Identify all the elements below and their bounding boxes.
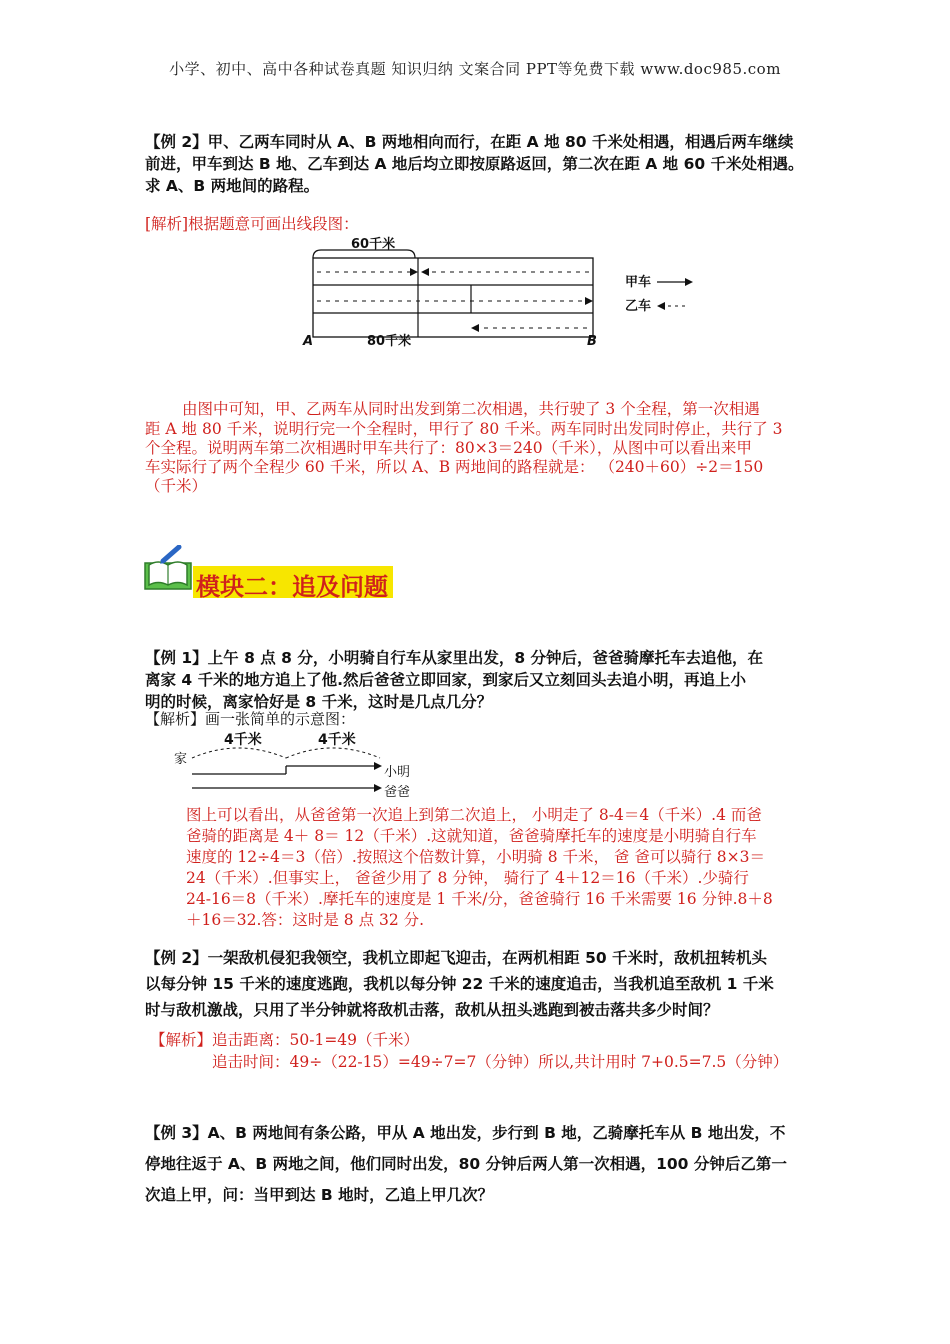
home-label: 家 xyxy=(174,752,188,767)
ex2-explain-line-3: 个全程。说明两车第二次相遇时甲车共行了：80×3＝240（千米），从图中可以看出来甲 xyxy=(145,439,752,457)
chase-ex1-answer-line-4: 24（千米）.但事实上， 爸爸少用了 8 分钟， 骑行了 4＋12＝16（千米）.少骑行 xyxy=(186,869,749,887)
seg2-label: 4千米 xyxy=(318,732,356,748)
ex2-explain-line-2: 距 A 地 80 千米，说明行完一个全程时，甲行了 80 千米。两车同时出发同时停止，共行了 3 xyxy=(145,420,783,438)
ex2-question-line-3: 求 A、B 两地间的路程。 xyxy=(145,177,320,195)
module-title: 模块二：追及问题 xyxy=(196,573,388,601)
ex2-question-line-2: 前进，甲车到达 B 地、乙车到达 A 地后均立即按原路返回，第二次在距 A 地 60 千米处相遇。 xyxy=(145,155,804,173)
legend-yi-label: 乙车 xyxy=(625,299,652,314)
chase-ex2-answer-line-2: 追击时间：49÷（22-15）=49÷7=7（分钟）所以,共计用时 7+0.5=7.5（分钟） xyxy=(212,1053,789,1071)
chase-ex1-answer-line-1: 图上可以看出，从爸爸第一次追上到第二次追上， 小明走了 8-4＝4（千米）.4 而爸 xyxy=(186,806,762,824)
chase-ex3-question-line-2: 停地往返于 A、B 两地之间，他们同时出发，80 分钟后两人第一次相遇，100 分钟后乙第一 xyxy=(145,1155,787,1173)
chase-ex3-question-line-3: 次追上甲，问：当甲到达 B 地时，乙追上甲几次？ xyxy=(145,1186,494,1204)
chase-ex1-question-line-1: 【例 1】上午 8 点 8 分，小明骑自行车从家里出发，8 分钟后，爸爸骑摩托车去追他，在 xyxy=(145,649,764,667)
ex2-explain-line-4: 车实际行了两个全程少 60 千米，所以 A、B 两地间的路程就是： （240＋60）÷2＝150 xyxy=(145,458,764,476)
chase-ex2-analysis-tag: 【解析】 xyxy=(150,1031,213,1049)
label-60km: 60千米 xyxy=(351,237,396,252)
chase-ex2-question-line-1: 【例 2】一架敌机侵犯我领空，我机立即起飞迎击，在两机相距 50 千米时，敌机扭转机头 xyxy=(145,949,768,967)
meeting-line-diagram xyxy=(295,228,715,353)
ex2-explain-line-1: 由图中可知，甲、乙两车从同时出发到第二次相遇，共行驶了 3 个全程，第一次相遇 xyxy=(182,400,760,418)
seg1-label: 4千米 xyxy=(224,732,262,748)
point-a-label: A xyxy=(303,334,314,349)
baba-label: 爸爸 xyxy=(384,785,411,800)
chase-ex2-question-line-3: 时与敌机激战，只用了半分钟就将敌机击落，敌机从扭头逃跑到被击落共多少时间？ xyxy=(145,1001,719,1019)
page-header: 小学、初中、高中各种试卷真题 知识归纳 文案合同 PPT等免费下载 www.doc985.com xyxy=(169,60,781,78)
xiaoming-label: 小明 xyxy=(384,765,411,780)
ex2-analysis-heading: [解析]根据题意可画出线段图： xyxy=(145,215,359,233)
chase-ex2-answer-line-1: 追击距离：50-1=49（千米） xyxy=(212,1031,420,1049)
label-80km: 80千米 xyxy=(367,334,412,349)
chase-ex3-question-line-1: 【例 3】A、B 两地间有条公路，甲从 A 地出发，步行到 B 地，乙骑摩托车从 B 地出发，不 xyxy=(145,1124,786,1142)
chase-ex1-answer-line-6: ＋16＝32.答：这时是 8 点 32 分. xyxy=(186,911,425,929)
ex2-explain-line-5: （千米） xyxy=(145,477,208,495)
book-pencil-icon xyxy=(143,545,195,591)
chase-ex1-question-line-2: 离家 4 千米的地方追上了他.然后爸爸立即回家，到家后又立刻回头去追小明，再追上小 xyxy=(145,671,746,689)
chase-ex1-answer-line-3: 速度的 12÷4＝3（倍）.按照这个倍数计算，小明骑 8 千米， 爸 爸可以骑行 8×3＝ xyxy=(186,848,765,866)
chase-ex1-analysis-heading: 【解析】画一张简单的示意图： xyxy=(145,710,356,728)
chase-ex1-question-line-3: 明的时候，离家恰好是 8 千米，这时是几点几分？ xyxy=(145,693,493,711)
chase-ex1-answer-line-5: 24-16＝8（千米）.摩托车的速度是 1 千米/分，爸爸骑行 16 千米需要 16 分钟.8＋8 xyxy=(186,890,773,908)
point-b-label: B xyxy=(587,334,597,349)
legend-jia-label: 甲车 xyxy=(625,275,652,290)
ex2-question-line-1: 【例 2】甲、乙两车同时从 A、B 两地相向而行，在距 A 地 80 千米处相遇，相遇后两车继续 xyxy=(145,133,794,151)
chase-ex2-question-line-2: 以每分钟 15 千米的速度逃跑，我机以每分钟 22 千米的速度追击，当我机追至敌机 1 千米 xyxy=(145,975,774,993)
chase-diagram xyxy=(170,726,430,802)
chase-ex1-answer-line-2: 爸骑的距离是 4＋ 8＝ 12（千米）.这就知道，爸爸骑摩托车的速度是小明骑自行车 xyxy=(186,827,757,845)
